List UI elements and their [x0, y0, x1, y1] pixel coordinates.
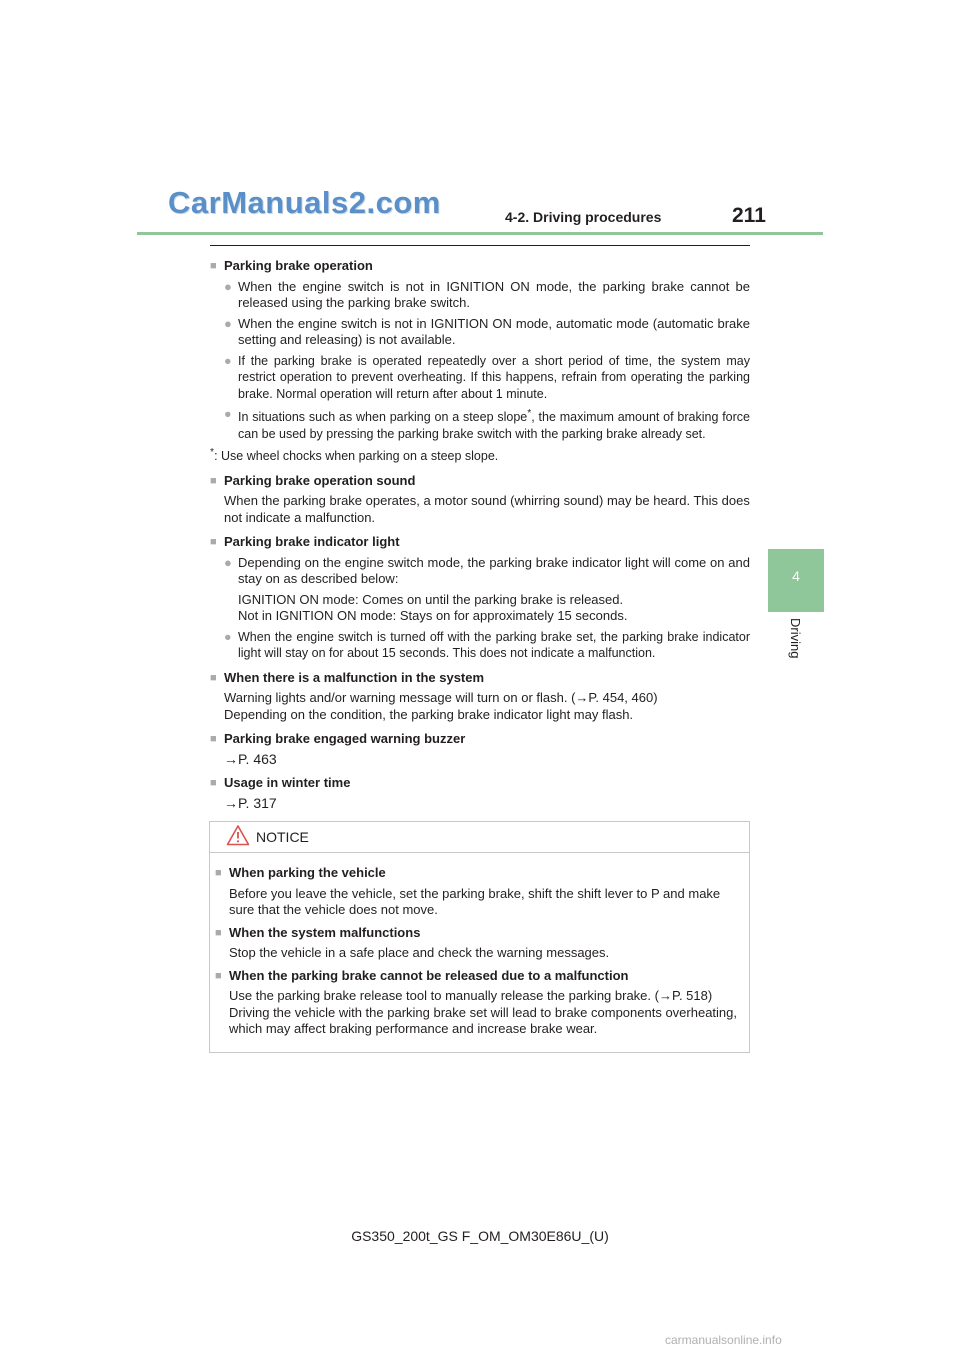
bullet-item — [210, 629, 750, 662]
square-bullet-icon: ■ — [215, 926, 222, 939]
mode-line: IGNITION ON mode: Comes on until the parking brake is released. — [238, 591, 624, 607]
paragraph: When the parking brake operates, a motor sound (whirring sound) may be heard. This does not indicate a malfunction. — [224, 493, 750, 525]
paragraph-line: Depending on the condition, the parking brake indicator light may flash. — [224, 706, 634, 722]
bullet-item — [210, 406, 750, 442]
bullet-item — [210, 353, 750, 403]
paragraph: Stop the vehicle in a safe place and check the warning messages. — [229, 945, 610, 960]
bullet-item — [210, 316, 750, 349]
footnote-marker: * — [527, 408, 532, 419]
heading-winter-usage — [210, 775, 750, 792]
circle-bullet-icon: ● — [224, 315, 232, 331]
notice-title: NOTICE — [256, 829, 309, 845]
heading-parking-brake-operation — [210, 258, 750, 275]
circle-bullet-icon: ● — [224, 353, 232, 368]
paragraph — [215, 988, 739, 1038]
notice-heading — [215, 968, 739, 985]
bullet-item — [210, 555, 750, 588]
paragraph-line: Use the parking brake release tool to manually release the parking brake. (→P. 518) — [229, 988, 713, 1003]
indicator-mode-list — [210, 592, 750, 625]
section-title: 4-2. Driving procedures — [505, 209, 662, 225]
circle-bullet-icon: ● — [224, 629, 232, 644]
chapter-number: 4 — [792, 568, 800, 584]
main-content — [210, 256, 750, 811]
square-bullet-icon: ■ — [210, 733, 217, 746]
heading-warning-buzzer — [210, 731, 750, 748]
warning-triangle-icon — [226, 824, 250, 851]
paragraph-line: Driving the vehicle with the parking brake set will lead to brake components overheating, which may affect braking performance and increase brake wear. — [229, 1004, 737, 1036]
heading-text: When the system malfunctions — [229, 924, 421, 940]
bullet-text-start: In situations such as when parking on a steep slope — [238, 410, 528, 425]
bullet-text: When the engine switch is not in IGNITION ON mode, the parking brake cannot be released using the parking brake switch. — [238, 278, 750, 310]
heading-indicator-light — [210, 534, 750, 551]
footnote-text: : Use wheel chocks when parking on a steep slope. — [214, 449, 499, 464]
bullet-text: When the engine switch is turned off with the parking brake set, the parking brake indicator light will stay on for about 15 seconds. This does not indicate a malfunction. — [238, 629, 750, 661]
watermark-logo: CarManuals2.com — [168, 185, 441, 220]
paragraph: Before you leave the vehicle, set the parking brake, shift the shift lever to P and make sure that the vehicle does not move. — [229, 885, 721, 917]
document-footer: GS350_200t_GS F_OM_OM30E86U_(U) — [351, 1228, 609, 1244]
notice-header — [210, 822, 749, 853]
notice-box — [209, 821, 750, 1053]
bullet-text-end: , the maximum amount of braking force can be used by pressing the parking brake switch with the parking brake already set. — [238, 410, 750, 441]
page-reference-link[interactable]: →P. 463 — [224, 750, 277, 767]
notice-heading — [215, 925, 739, 942]
content-rule — [210, 245, 750, 246]
footnote-marker: * — [210, 447, 215, 459]
square-bullet-icon: ■ — [210, 671, 217, 684]
bullet-text: When the engine switch is not in IGNITION ON mode, automatic mode (automatic brake setting and releasing) is not available. — [238, 315, 750, 347]
notice-heading — [215, 865, 739, 882]
heading-text: Parking brake engaged warning buzzer — [224, 731, 466, 747]
square-bullet-icon: ■ — [210, 474, 217, 487]
bullet-text: Depending on the engine switch mode, the parking brake indicator light will come on and stay on as described below: — [238, 554, 750, 587]
heading-text: Parking brake indicator light — [224, 534, 400, 550]
footnote — [210, 445, 750, 465]
circle-bullet-icon: ● — [224, 407, 232, 421]
bullet-text: If the parking brake is operated repeatedly over a short period of time, the system may restrict operation to prevent overheating. If this happens, refrain from operating the parking brake. Normal operation will return after about 1 minute. — [238, 353, 750, 401]
heading-text: Usage in winter time — [224, 775, 351, 791]
heading-operation-sound — [210, 473, 750, 490]
heading-text: Parking brake operation sound — [224, 472, 416, 488]
mode-line: Not in IGNITION ON mode: Stays on for approximately 15 seconds. — [238, 608, 628, 624]
bottom-watermark: carmanualsonline.info — [665, 1333, 782, 1347]
square-bullet-icon: ■ — [215, 867, 222, 879]
heading-text: Parking brake operation — [224, 258, 373, 273]
square-bullet-icon: ■ — [210, 536, 217, 549]
circle-bullet-icon: ● — [224, 278, 232, 294]
chapter-tab-divider — [768, 609, 824, 612]
chapter-label: Driving — [788, 618, 803, 659]
heading-text: When the parking brake cannot be released due to a malfunction — [229, 967, 629, 983]
heading-malfunction — [210, 670, 750, 687]
page-reference-link[interactable]: →P. 317 — [224, 794, 277, 811]
bullet-text — [238, 406, 750, 442]
heading-text: When there is a malfunction in the system — [224, 669, 485, 685]
paragraph — [210, 690, 750, 723]
heading-text: When parking the vehicle — [229, 865, 386, 880]
notice-body — [210, 853, 749, 1038]
square-bullet-icon: ■ — [215, 969, 222, 982]
header-divider — [137, 232, 823, 235]
square-bullet-icon: ■ — [210, 777, 217, 790]
page-number: 211 — [732, 204, 766, 227]
circle-bullet-icon: ● — [224, 554, 232, 570]
paragraph-line: Warning lights and/or warning message will turn on or flash. (→P. 454, 460) — [224, 690, 658, 706]
square-bullet-icon: ■ — [210, 260, 217, 272]
bullet-item — [210, 279, 750, 312]
